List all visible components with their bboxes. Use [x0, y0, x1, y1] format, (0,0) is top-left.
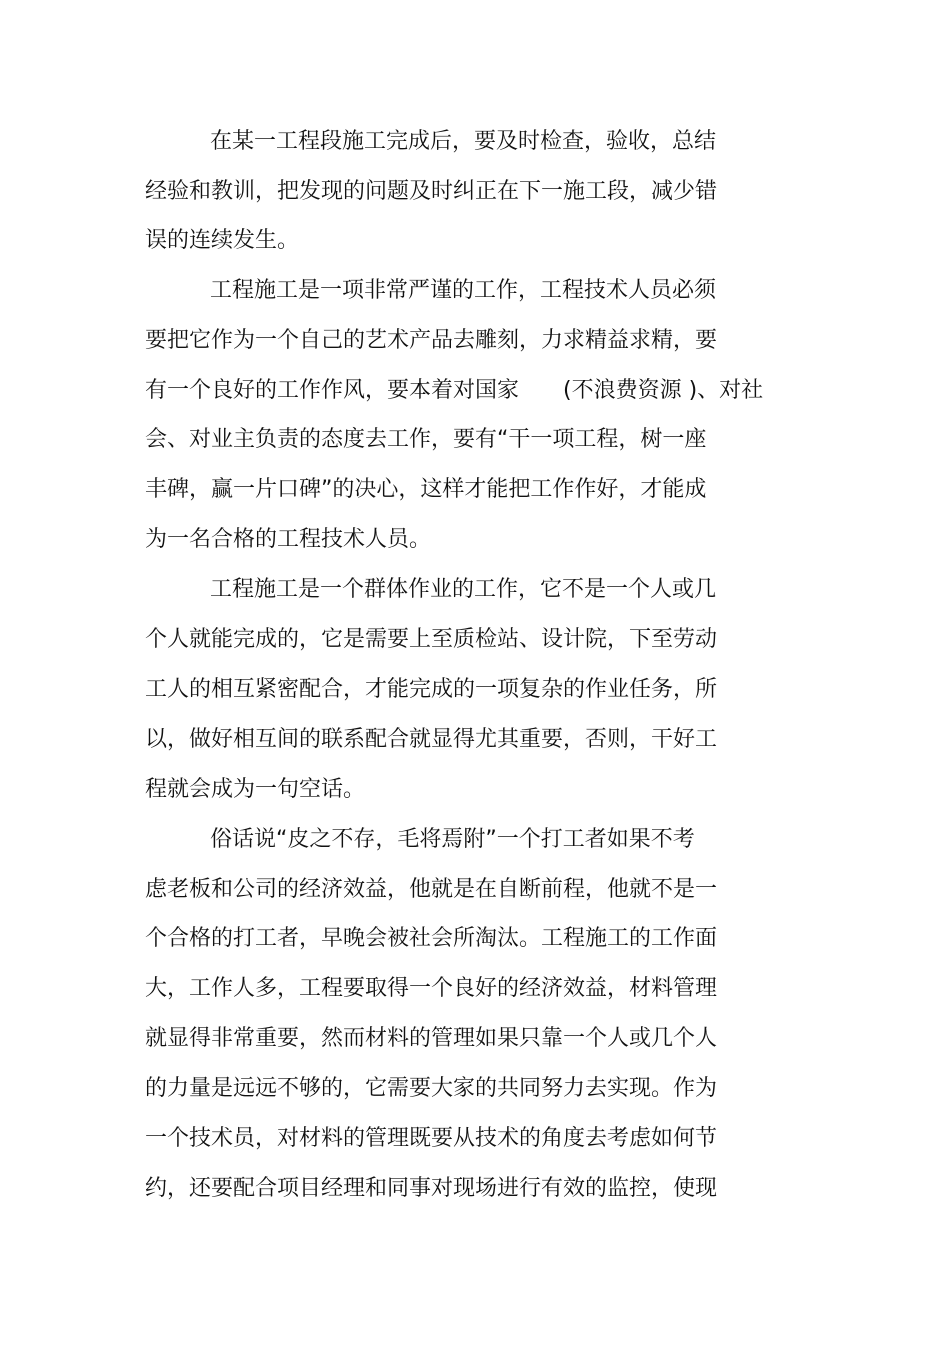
paragraph-3-line-4: 以，做好相互间的联系配合就显得尤其重要，否则，干好工: [145, 727, 718, 752]
paragraph-3-line-3: 工人的相互紧密配合，才能完成的一项复杂的作业任务，所: [145, 677, 718, 702]
paragraph-3-line-2: 个人就能完成的，它是需要上至质检站、设计院，下至劳动: [145, 627, 718, 652]
paragraph-2-line-1: 工程施工是一项非常严谨的工作，工程技术人员必须: [210, 278, 717, 303]
paragraph-3-line-1: 工程施工是一个群体作业的工作，它不是一个人或几: [210, 577, 717, 602]
paragraph-4-line-7: 一个技术员，对材料的管理既要从技术的角度去考虑如何节: [145, 1126, 718, 1151]
paragraph-2-line-2: 要把它作为一个自己的艺术产品去雕刻，力求精益求精，要: [145, 328, 718, 353]
paragraph-4-line-2: 虑老板和公司的经济效益，他就是在自断前程，他就不是一: [145, 877, 718, 902]
paragraph-2-line-3: 有一个良好的工作作风，要本着对国家 (不浪费资源 )、对社: [145, 378, 764, 403]
paragraph-2-line-5: 丰碑，赢一片口碑”的决心，这样才能把工作作好，才能成: [145, 477, 707, 502]
paragraph-2-line-6: 为一名合格的工程技术人员。: [145, 527, 432, 552]
paragraph-3-line-5: 程就会成为一句空话。: [145, 777, 366, 802]
paragraph-4-line-4: 大，工作人多，工程要取得一个良好的经济效益，材料管理: [145, 976, 718, 1001]
paragraph-2-line-4: 会、对业主负责的态度去工作，要有“干一项工程，树一座: [145, 427, 707, 452]
paragraph-4-line-8: 约，还要配合项目经理和同事对现场进行有效的监控，使现: [145, 1176, 718, 1201]
paragraph-1-line-2: 经验和教训，把发现的问题及时纠正在下一施工段，减少错: [145, 179, 718, 204]
paragraph-4-line-1: 俗话说“皮之不存，毛将焉附”一个打工者如果不考: [210, 827, 695, 852]
paragraph-4-line-5: 就显得非常重要，然而材料的管理如果只靠一个人或几个人: [145, 1026, 718, 1051]
paragraph-4-line-6: 的力量是远远不够的，它需要大家的共同努力去实现。作为: [145, 1076, 718, 1101]
paragraph-4-line-3: 个合格的打工者，早晚会被社会所淘汰。工程施工的工作面: [145, 926, 718, 951]
paragraph-1-line-1: 在某一工程段施工完成后，要及时检查，验收，总结: [210, 129, 717, 154]
paragraph-1-line-3: 误的连续发生。: [145, 228, 300, 253]
